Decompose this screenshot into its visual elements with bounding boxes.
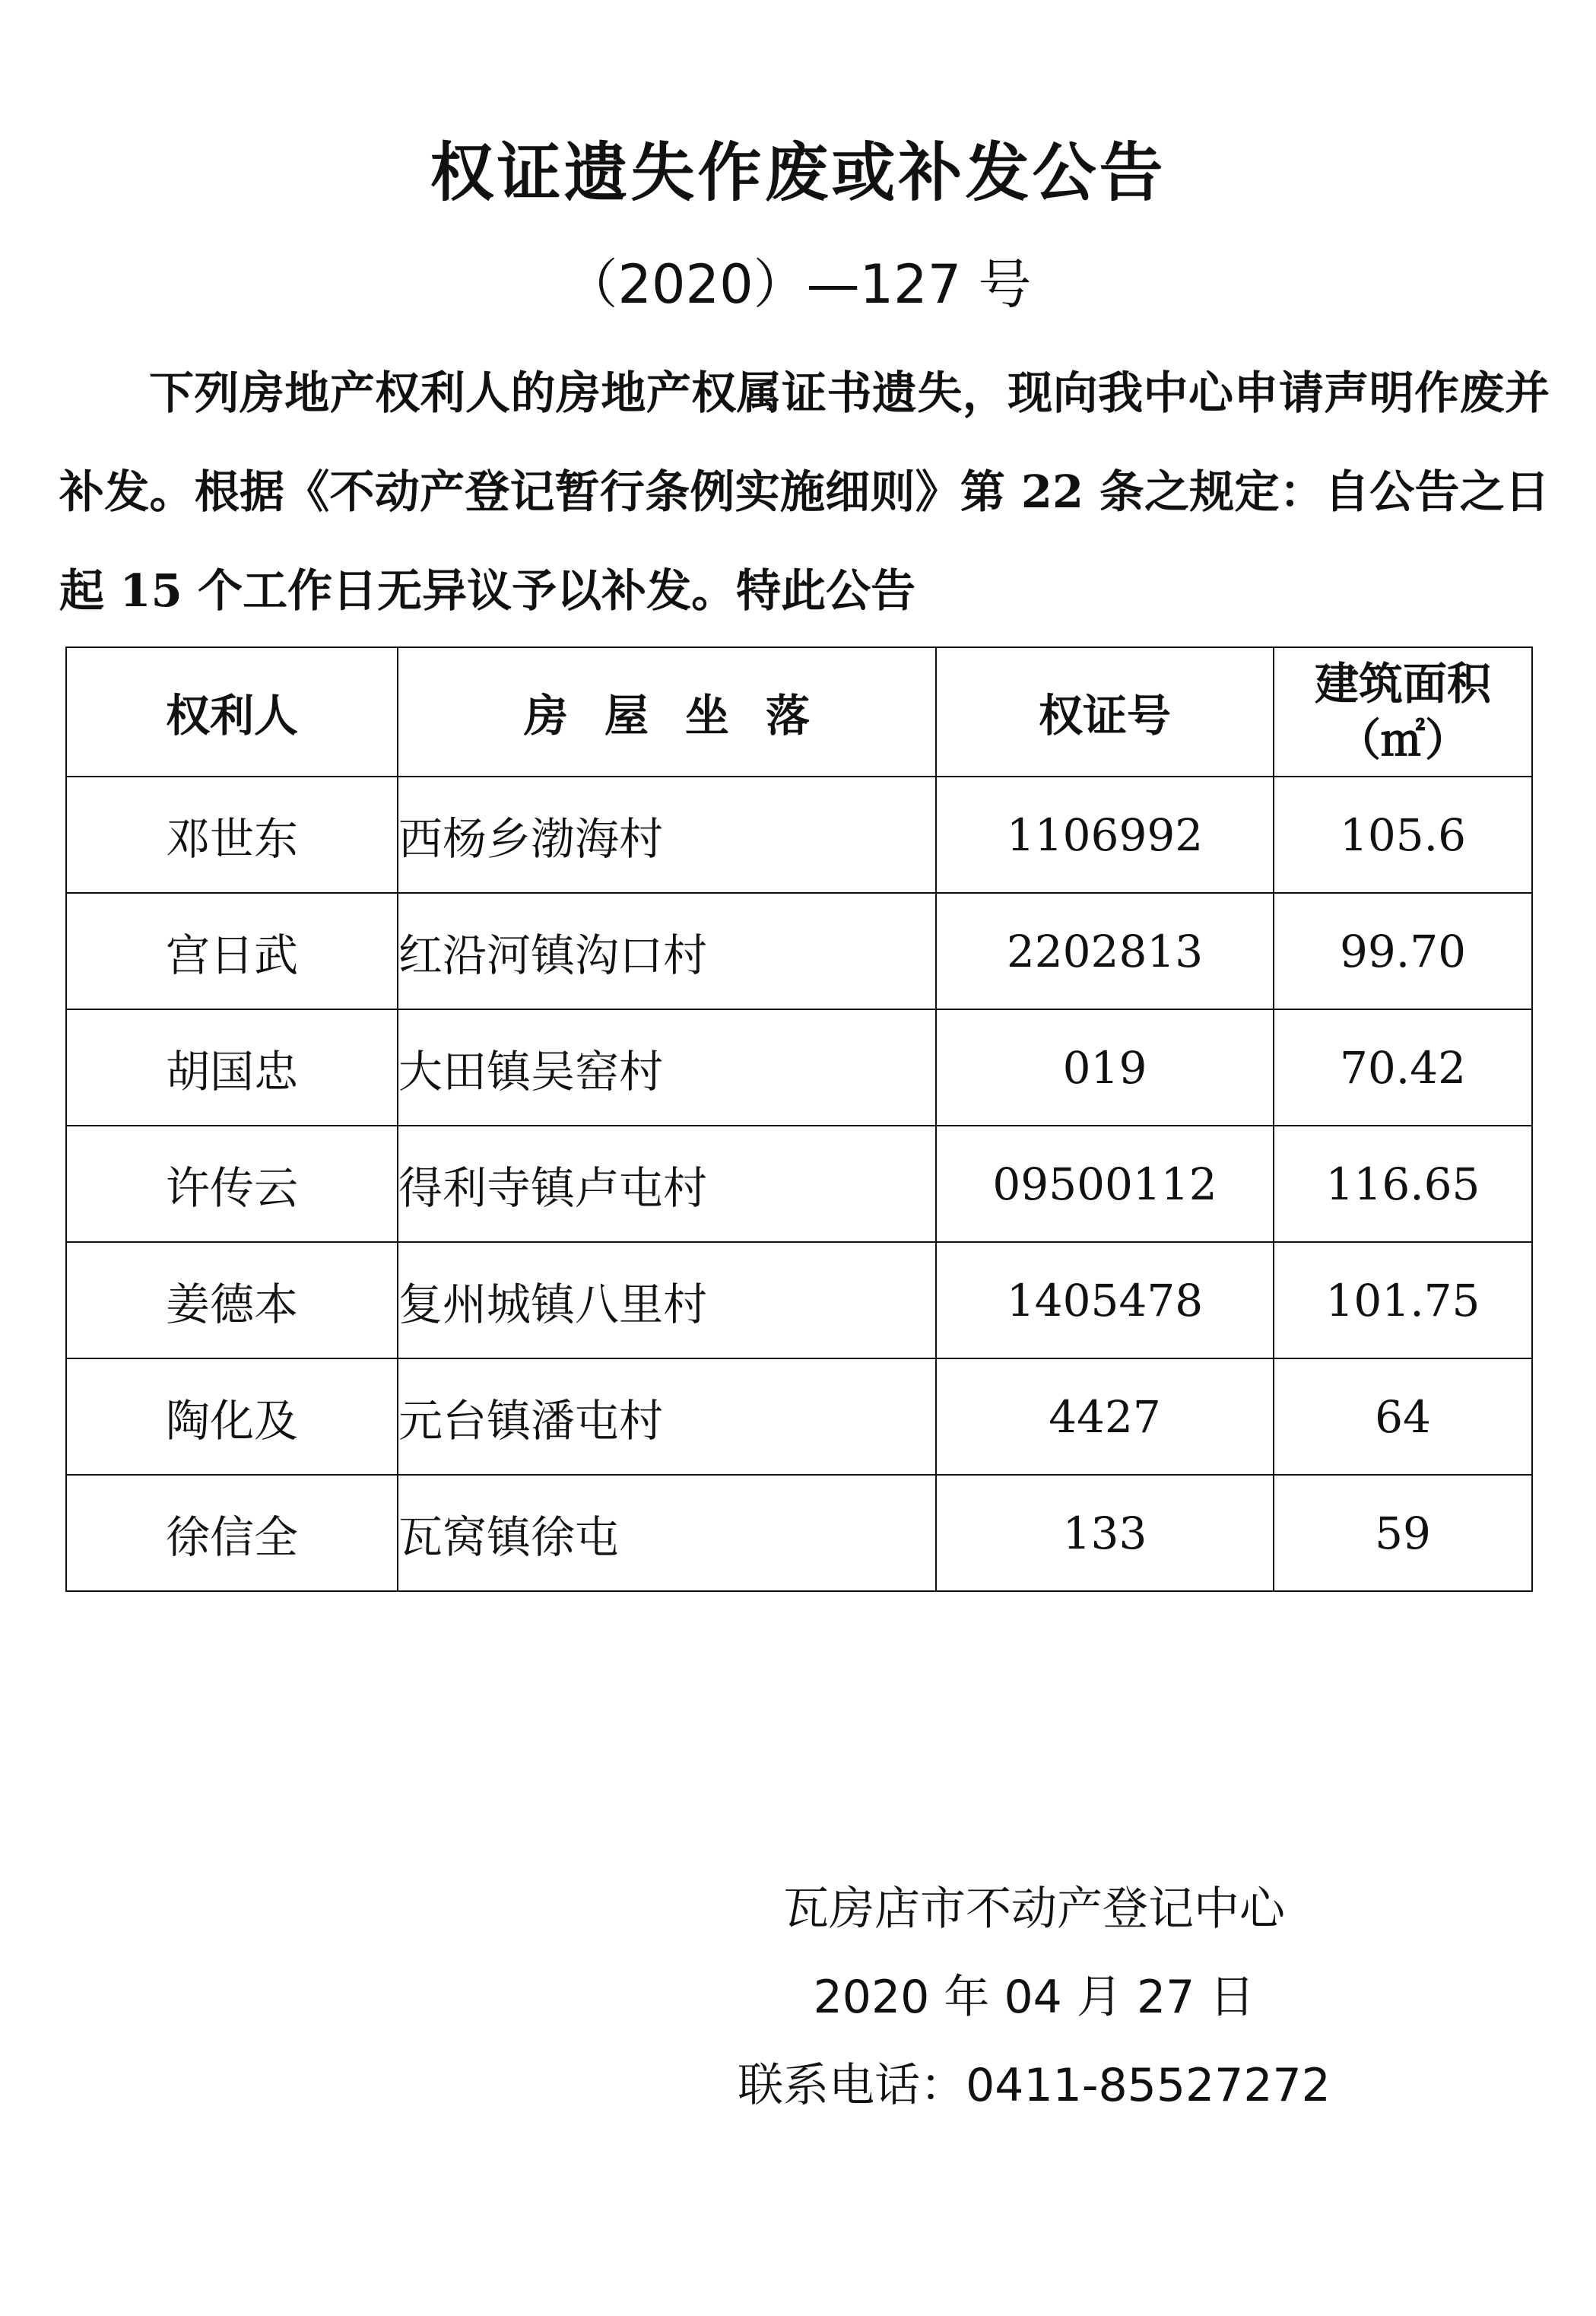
cell-cert-no: 4427: [936, 1358, 1274, 1475]
cell-holder: 宫日武: [66, 893, 398, 1009]
notice-body-text: 下列房地产权利人的房地产权属证书遗失，现向我中心申请声明作废并补发。根据《不动产登记暂行条例实施细则》第 22 条之规定：自公告之日起 15 个工作日无异议予以补发。特此公告: [59, 367, 1550, 617]
header-location: [398, 647, 936, 777]
notice-title: 权证遗失作废或补发公告: [430, 135, 1166, 210]
cell-location: 复州城镇八里村: [398, 1242, 936, 1358]
cell-cert-no: 1405478: [936, 1242, 1274, 1358]
cell-cert-no: 133: [936, 1475, 1274, 1591]
cell-holder: 胡国忠: [66, 1009, 398, 1126]
table-row: [66, 1126, 1532, 1242]
cell-area: 105.6: [1274, 777, 1532, 893]
table-row: [66, 1358, 1532, 1475]
lost-certificate-table: [65, 647, 1533, 1592]
document-number: （2020）—127 号: [564, 253, 1032, 316]
cell-area: 64: [1274, 1358, 1532, 1475]
cell-area: 99.70: [1274, 893, 1532, 1009]
cell-area: 101.75: [1274, 1242, 1532, 1358]
header-holder-label: 权利人: [165, 690, 298, 742]
cell-cert-no: 09500112: [936, 1126, 1274, 1242]
cell-holder: 许传云: [66, 1126, 398, 1242]
cell-area: 116.65: [1274, 1126, 1532, 1242]
cell-holder: 姜德本: [66, 1242, 398, 1358]
table-header-row: [66, 647, 1532, 777]
table-row: [66, 893, 1532, 1009]
header-location-label: 房屋坐落: [523, 690, 846, 742]
header-cert-no-label: 权证号: [1038, 690, 1171, 742]
cell-cert-no: 019: [936, 1009, 1274, 1126]
header-area: [1274, 647, 1532, 777]
issue-date: 2020 年 04 月 27 日: [813, 1971, 1255, 2024]
header-holder: [66, 647, 398, 777]
cell-location: 红沿河镇沟口村: [398, 893, 936, 1009]
cell-area: 59: [1274, 1475, 1532, 1591]
cell-area: 70.42: [1274, 1009, 1532, 1126]
table-row: [66, 1475, 1532, 1591]
cell-cert-no: 2202813: [936, 893, 1274, 1009]
cell-holder: 陶化及: [66, 1358, 398, 1475]
table-row: [66, 1009, 1532, 1126]
cell-location: 西杨乡渤海村: [398, 777, 936, 893]
issuing-organization: 瓦房店市不动产登记中心: [783, 1882, 1285, 1936]
cell-location: 得利寺镇卢屯村: [398, 1126, 936, 1242]
cell-location: 瓦窝镇徐屯: [398, 1475, 936, 1591]
table-row: [66, 777, 1532, 893]
cell-location: 大田镇吴窑村: [398, 1009, 936, 1126]
header-area-unit: （㎡）: [1336, 714, 1469, 766]
header-cert-no: [936, 647, 1274, 777]
cell-location: 元台镇潘屯村: [398, 1358, 936, 1475]
cell-cert-no: 1106992: [936, 777, 1274, 893]
contact-phone: 联系电话：0411-85527272: [738, 2059, 1331, 2112]
header-area-label: 建筑面积: [1314, 658, 1491, 710]
table-row: [66, 1242, 1532, 1358]
cell-holder: 邓世东: [66, 777, 398, 893]
cell-holder: 徐信全: [66, 1475, 398, 1591]
